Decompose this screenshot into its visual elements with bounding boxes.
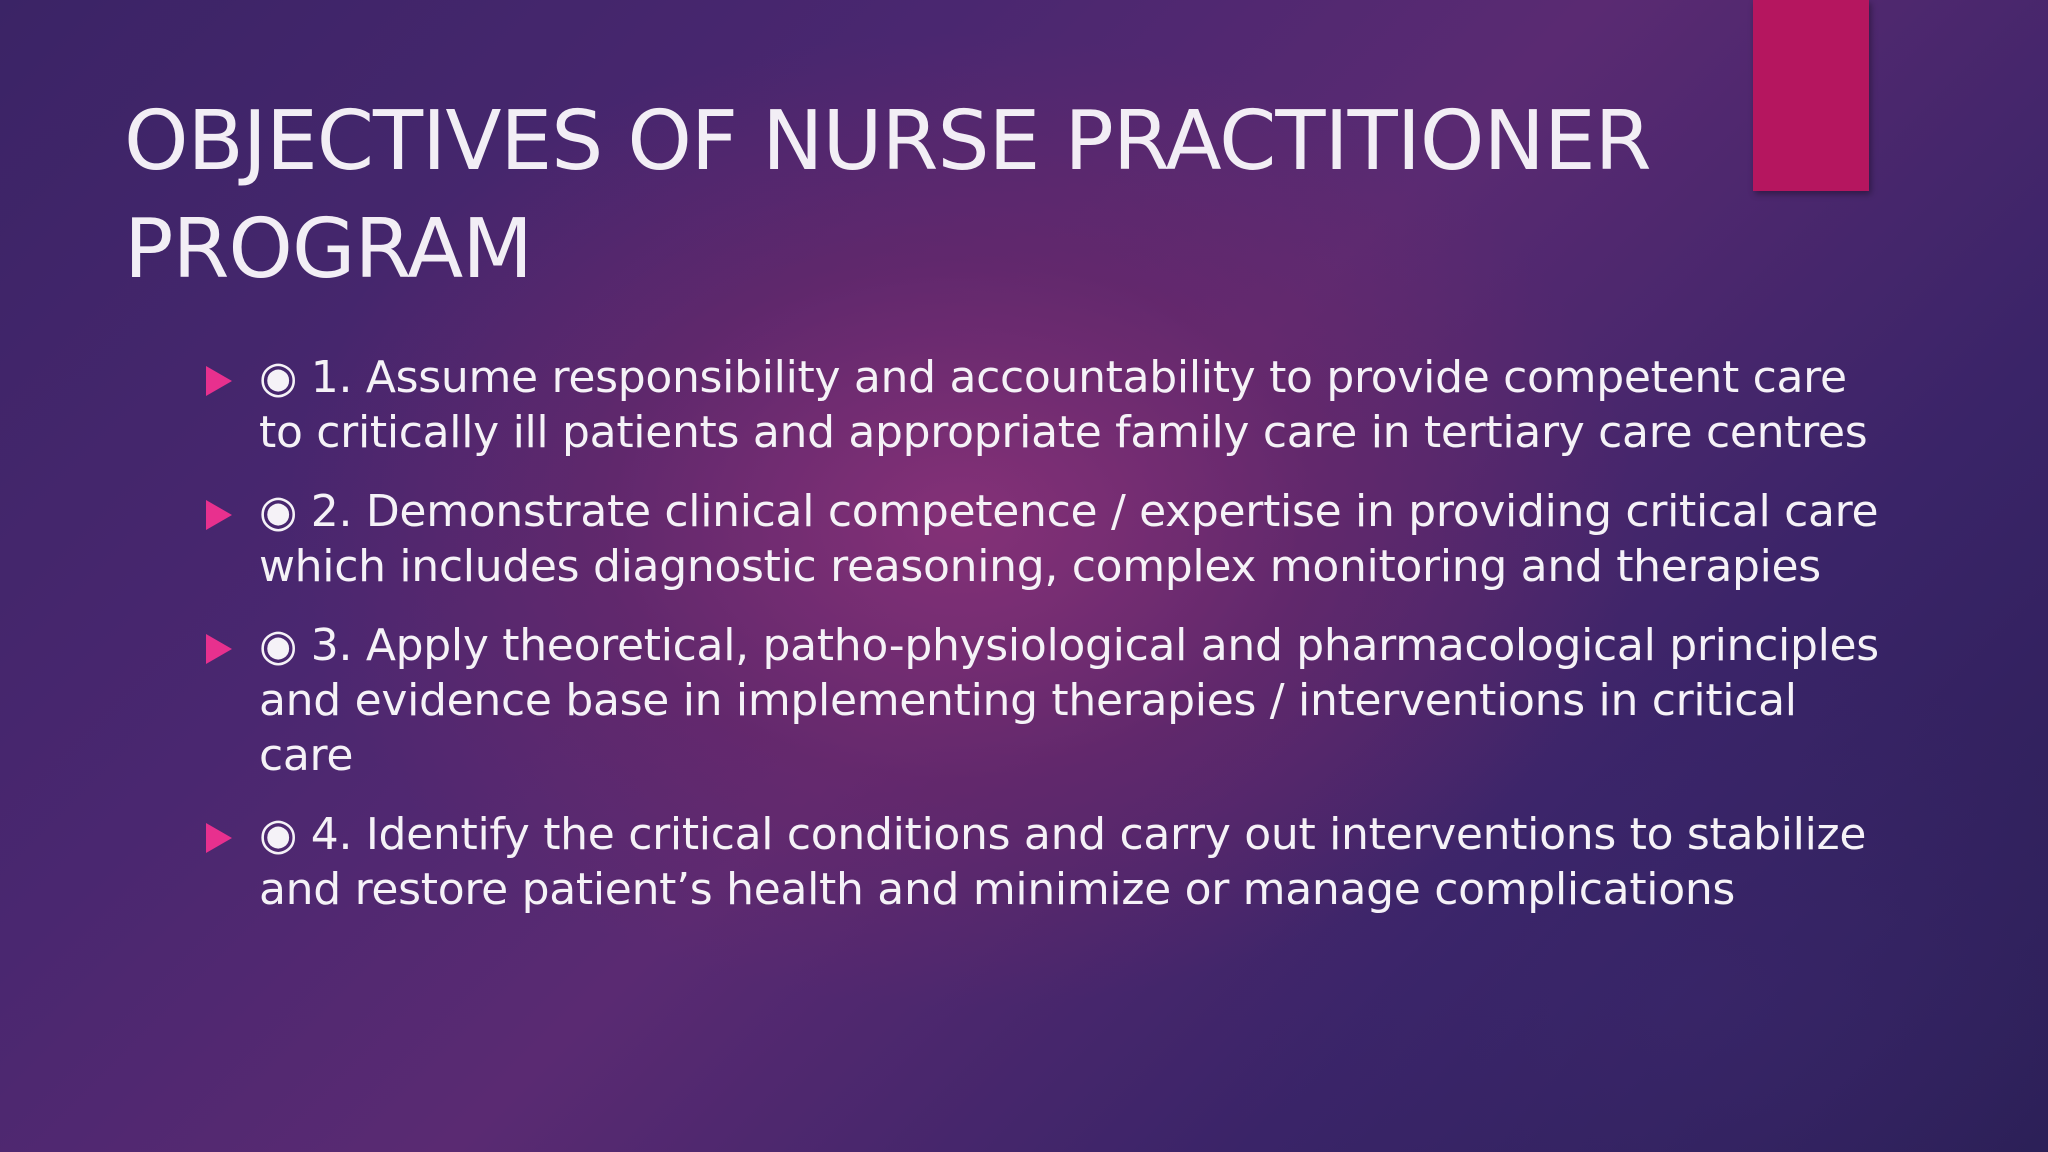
list-item-text: ◉ 4. Identify the critical conditions and carry out interventions to stabilize and restore patient’s health and minimize or manage complications xyxy=(259,809,1867,915)
list-item xyxy=(200,484,1900,594)
triangle-right-icon xyxy=(206,366,232,396)
triangle-right-icon xyxy=(206,823,232,853)
list-item-text: ◉ 3. Apply theoretical, patho-physiological and pharmacological principles and evidence base in implementing therapies / interventions in critical care xyxy=(259,620,1879,781)
objectives-list xyxy=(200,350,1900,941)
slide-title: OBJECTIVES OF NURSE PRACTITIONER PROGRAM xyxy=(124,94,1651,297)
list-item-text: ◉ 1. Assume responsibility and accountability to provide competent care to critically ill patients and appropriate family care in tertiary care centres xyxy=(259,352,1868,458)
list-item-text: ◉ 2. Demonstrate clinical competence / expertise in providing critical care which includes diagnostic reasoning, complex monitoring and therapies xyxy=(259,486,1879,592)
list-item xyxy=(200,807,1900,917)
list-item xyxy=(200,350,1900,460)
list-item xyxy=(200,618,1900,783)
triangle-right-icon xyxy=(206,634,232,664)
accent-bar xyxy=(1753,0,1869,191)
triangle-right-icon xyxy=(206,500,232,530)
